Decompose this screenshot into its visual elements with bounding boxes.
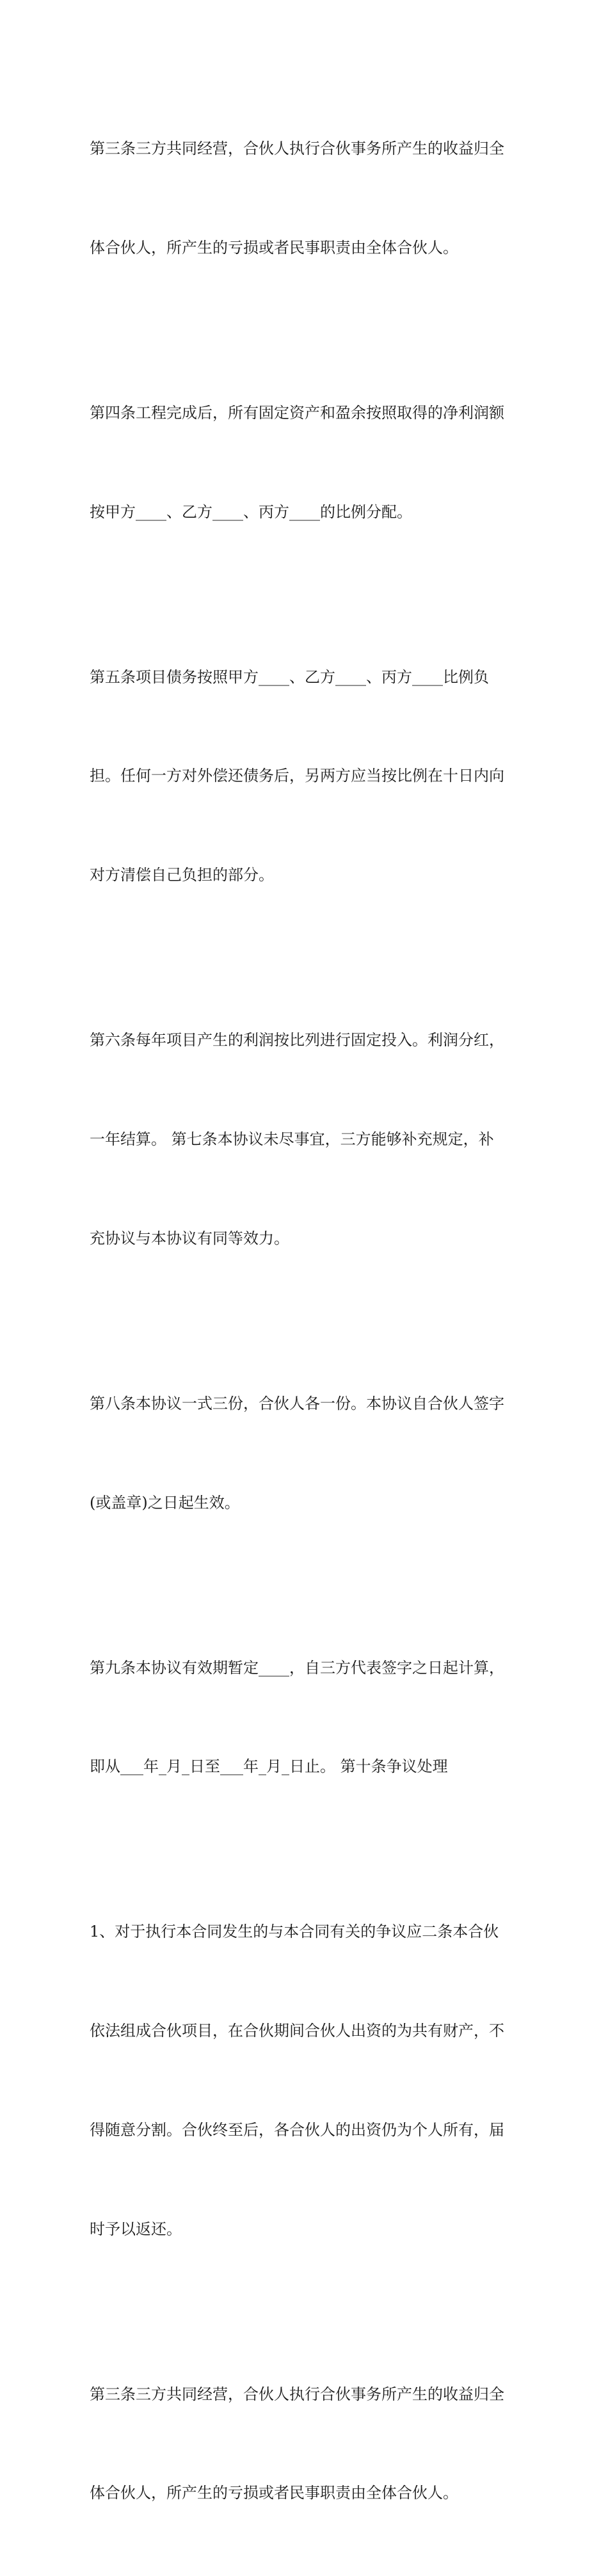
text-line: 按甲方____、乙方____、丙方____的比例分配。	[90, 502, 412, 521]
text-line: (或盖章)之日起生效。	[90, 1493, 240, 1512]
paragraph-article-6-7	[90, 958, 525, 1322]
document-body	[90, 67, 525, 2576]
paragraph-article-8	[90, 1322, 525, 1586]
text-line: 第三条三方共同经营，合伙人执行合伙事务所产生的收益归全	[90, 140, 504, 158]
text-line: 依法组成合伙项目，在合伙期间合伙人出资的为共有财产，不	[90, 2022, 504, 2040]
text-line: 第三条三方共同经营，合伙人执行合伙事务所产生的收益归全	[90, 2385, 504, 2403]
paragraph-article-4	[90, 331, 525, 595]
paragraph-article-9-10	[90, 1585, 525, 1850]
text-line: 体合伙人，所产生的亏损或者民事职责由全体合伙人。	[90, 2484, 458, 2502]
text-line: 时予以返还。	[90, 2220, 182, 2238]
text-line: 对方清偿自己负担的部分。	[90, 866, 274, 884]
text-line: 即从___年_月_日至___年_月_日止。 第十条争议处理	[90, 1757, 448, 1776]
text-line: 一年结算。 第七条本协议未尽事宜，三方能够补充规定，补	[90, 1130, 494, 1148]
text-line: 第八条本协议一式三份，合伙人各一份。本协议自合伙人签字	[90, 1394, 504, 1412]
text-line: 1、对于执行本合同发生的与本合同有关的争议应二条本合伙	[90, 1923, 499, 1941]
text-line: 担。任何一方对外偿还债务后，另两方应当按比例在十日内向	[90, 767, 504, 785]
text-line: 得随意分割。合伙终至后，各合伙人的出资仍为个人所有，届	[90, 2120, 504, 2139]
paragraph-dispute-item-1	[90, 1850, 525, 2312]
paragraph-article-5	[90, 595, 525, 959]
text-line: 充协议与本协议有同等效力。	[90, 1229, 289, 1247]
text-line: 第九条本协议有效期暂定____，自三方代表签字之日起计算，	[90, 1658, 504, 1677]
paragraph-article-3-repeat	[90, 2312, 525, 2576]
text-line: 体合伙人，所产生的亏损或者民事职责由全体合伙人。	[90, 238, 458, 257]
text-line: 第五条项目债务按照甲方____、乙方____、丙方____比例负	[90, 668, 489, 686]
text-line: 第四条工程完成后，所有固定资产和盈余按照取得的净利润额	[90, 403, 504, 422]
paragraph-article-3	[90, 67, 525, 331]
text-line: 第六条每年项目产生的利润按比列进行固定投入。利润分红，	[90, 1031, 504, 1050]
